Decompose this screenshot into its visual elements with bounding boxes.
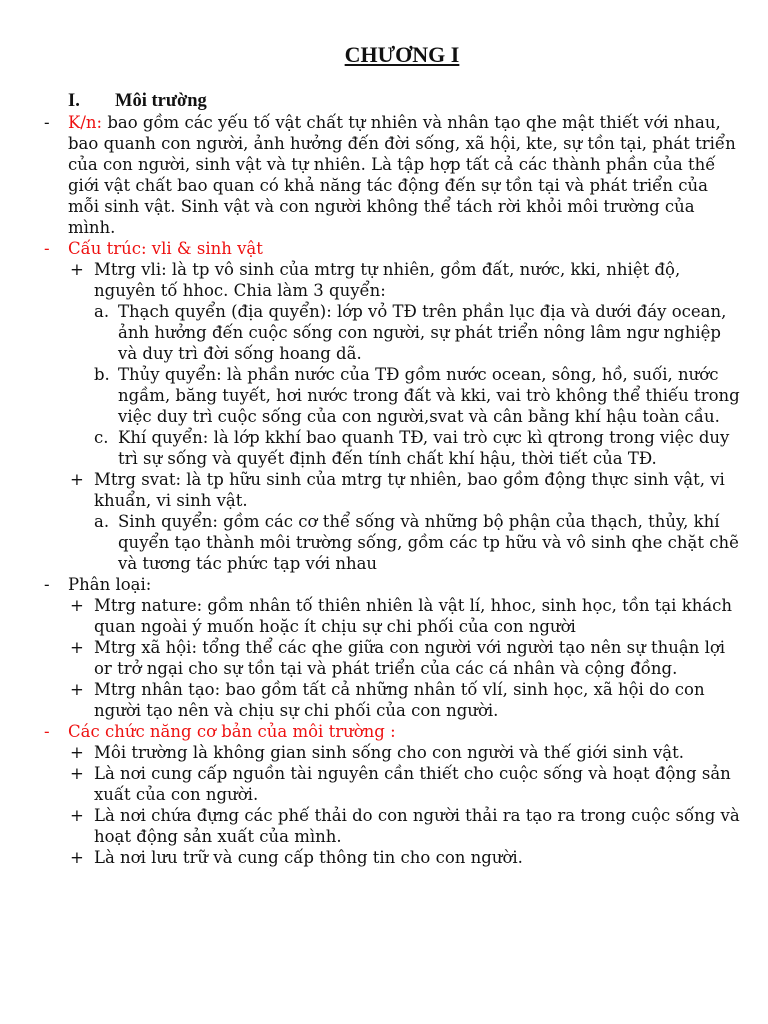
- functions-heading: [42, 721, 742, 742]
- section-number: I.: [68, 91, 80, 111]
- plus-marker: +: [70, 743, 84, 762]
- classification-item-text: Mtrg nhân tạo: bao gồm tất cả những nhân tố vlí, sinh học, xã hội do con người tạo nên và chịu sự chi phối của con người.: [94, 680, 705, 720]
- function-item: [42, 763, 742, 805]
- definition-label: K/n:: [68, 113, 103, 132]
- classification-item: [42, 595, 742, 637]
- physical-environment-item: [42, 259, 742, 301]
- dash-marker: -: [44, 722, 50, 741]
- classification-heading-text: Phân loại:: [68, 575, 152, 594]
- plus-marker: +: [70, 848, 84, 867]
- atmosphere-item: [42, 427, 742, 469]
- document-page: [42, 42, 742, 868]
- function-item-text: Môi trường là không gian sinh sống cho con người và thế giới sinh vật.: [94, 743, 684, 762]
- function-item-text: Là nơi cung cấp nguồn tài nguyên cần thiết cho cuộc sống và hoạt động sản xuất của con người.: [94, 764, 731, 804]
- definition-item: [42, 112, 742, 238]
- physical-environment-text: Mtrg vli: là tp vô sinh của mtrg tự nhiên, gồm đất, nước, kki, nhiệt độ, nguyên tố hhoc. Chia làm 3 quyển:: [94, 260, 681, 300]
- classification-item-text: Mtrg nature: gồm nhân tố thiên nhiên là vật lí, hhoc, sinh học, tồn tại khách quan ngoài ý muốn hoặc ít chịu sự chi phối của con người: [94, 596, 733, 636]
- classification-item: [42, 637, 742, 679]
- alpha-marker-c: c.: [94, 428, 109, 447]
- plus-marker: +: [70, 806, 84, 825]
- section-title: Môi trường: [115, 91, 207, 111]
- function-item-text: Là nơi lưu trữ và cung cấp thông tin cho con người.: [94, 848, 523, 867]
- biological-environment-item: [42, 469, 742, 511]
- dash-marker: -: [44, 575, 50, 594]
- classification-heading: [42, 574, 742, 595]
- biological-environment-text: Mtrg svat: là tp hữu sinh của mtrg tự nhiên, bao gồm động thực sinh vật, vi khuẩn, vi sinh vật.: [94, 470, 725, 510]
- function-item-text: Là nơi chứa đựng các phế thải do con người thải ra tạo ra trong cuộc sống và hoạt động sản xuất của mình.: [94, 806, 740, 846]
- functions-heading-text: Các chức năng cơ bản của môi trường :: [68, 722, 396, 741]
- dash-marker: -: [44, 239, 50, 258]
- structure-heading-text: Cấu trúc: vli & sinh vật: [68, 239, 263, 258]
- chapter-title: CHƯƠNG I: [344, 42, 460, 67]
- definition-text: bao gồm các yếu tố vật chất tự nhiên và nhân tạo qhe mật thiết với nhau, bao quanh con người, ảnh hưởng đến đời sống, xã hội, kte, sự tồn tại, phát triển của con người, sinh vật và tự nhiên. Là tập hợp tất cả các thành phần của thế giới vật chất bao quan có khả năng tác động đến sự tồn tại và phát triển của mỗi sinh vật. Sinh vật và con người không thể tách rời khỏi môi trường của mình.: [68, 113, 736, 237]
- biosphere-item: [42, 511, 742, 574]
- dash-marker: -: [44, 113, 50, 132]
- classification-item-text: Mtrg xã hội: tổng thể các qhe giữa con người với người tạo nên sự thuận lợi or trở ngại cho sự tồn tại và phát triển của các cá nhân và cộng đồng.: [94, 638, 726, 678]
- plus-marker: +: [70, 470, 84, 489]
- hydrosphere-item: [42, 364, 742, 427]
- lithosphere-text: Thạch quyển (địa quyển): lớp vỏ TĐ trên phần lục địa và dưới đáy ocean, ảnh hưởng đến cuộc sống con người, sự phát triển nông lâm ngư nghiệp và duy trì đời sống hoang dã.: [118, 302, 727, 363]
- plus-marker: +: [70, 680, 84, 699]
- function-item: [42, 847, 742, 868]
- classification-item: [42, 679, 742, 721]
- plus-marker: +: [70, 638, 84, 657]
- atmosphere-text: Khí quyển: là lớp kkhí bao quanh TĐ, vai trò cực kì qtrong trong việc duy trì sự sống và quyết định đến tính chất khí hậu, thời tiết của TĐ.: [118, 428, 730, 468]
- plus-marker: +: [70, 260, 84, 279]
- alpha-marker-a: a.: [94, 302, 110, 321]
- biosphere-text: Sinh quyển: gồm các cơ thể sống và những bộ phận của thạch, thủy, khí quyển tạo thành môi trường sống, gồm các tp hữu và vô sinh qhe chặt chẽ và tương tác phức tạp với nhau: [118, 512, 739, 573]
- alpha-marker-b: b.: [94, 365, 110, 384]
- structure-heading: [42, 238, 742, 259]
- lithosphere-item: [42, 301, 742, 364]
- section-heading: [42, 90, 742, 112]
- plus-marker: +: [70, 596, 84, 615]
- alpha-marker-a: a.: [94, 512, 110, 531]
- function-item: [42, 742, 742, 763]
- function-item: [42, 805, 742, 847]
- plus-marker: +: [70, 764, 84, 783]
- hydrosphere-text: Thủy quyển: là phần nước của TĐ gồm nước ocean, sông, hồ, suối, nước ngầm, băng tuyết, hơi nước trong đất và kki, vai trò không thể thiếu trong việc duy trì cuộc sống của con người,svat và cân bằng khí hậu toàn cầu.: [118, 365, 740, 426]
